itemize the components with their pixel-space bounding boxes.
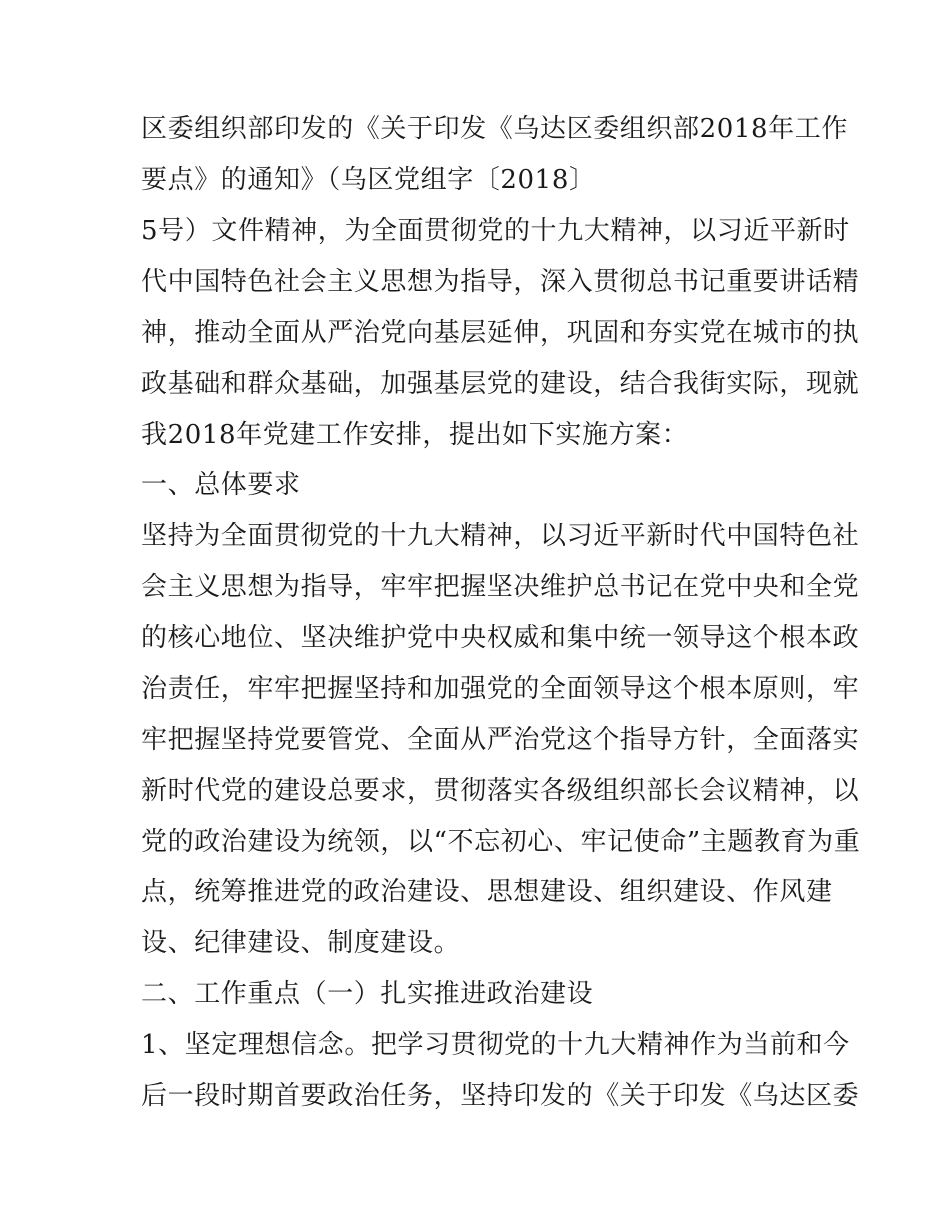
text-line: 要点》的通知》（乌区党组字〔2018〕 [141, 165, 596, 195]
text-line: 政基础和群众基础，加强基层党的建设，结合我街实际，现就 [141, 369, 860, 399]
text-line: 牢把握坚持党要管党、全面从严治党这个指导方针，全面落实 [141, 725, 860, 755]
text-line: 5号）文件精神，为全面贯彻党的十九大精神，以习近平新时 [141, 216, 850, 246]
text-line: 神，推动全面从严治党向基层延伸，巩固和夯实党在城市的执 [141, 318, 860, 348]
text-line: 治责任，牢牢把握坚持和加强党的全面领导这个根本原则，牢 [141, 674, 860, 704]
text-line: 后一段时期首要政治任务，坚持印发的《关于印发《乌达区委 [141, 1081, 860, 1111]
text-line: 点，统筹推进党的政治建设、思想建设、组织建设、作风建 [141, 877, 833, 907]
text-line: 的核心地位、坚决维护党中央权威和集中统一领导这个根本政 [141, 623, 860, 653]
text-line: 党的政治建设为统领，以“不忘初心、牢记使命”主题教育为重 [141, 827, 861, 857]
text-line: 我2018年党建工作安排，提出如下实施方案： [141, 420, 689, 450]
text-line: 区委组织部印发的《关于印发《乌达区委组织部2018年工作 [141, 114, 848, 144]
text-line: 新时代党的建设总要求，贯彻落实各级组织部长会议精神，以 [141, 776, 860, 806]
text-line: 设、纪律建设、制度建设。 [141, 928, 461, 958]
text-line: 1、坚定理想信念。把学习贯彻党的十九大精神作为当前和今 [141, 1030, 850, 1060]
text-line: 代中国特色社会主义思想为指导，深入贯彻总书记重要讲话精 [141, 267, 860, 297]
text-line: 坚持为全面贯彻党的十九大精神，以习近平新时代中国特色社 [141, 521, 860, 551]
section-heading: 二、工作重点（一）扎实推进政治建设 [141, 979, 594, 1009]
text-line: 会主义思想为指导，牢牢把握坚决维护总书记在党中央和全党 [141, 572, 860, 602]
section-heading: 一、总体要求 [141, 470, 301, 500]
